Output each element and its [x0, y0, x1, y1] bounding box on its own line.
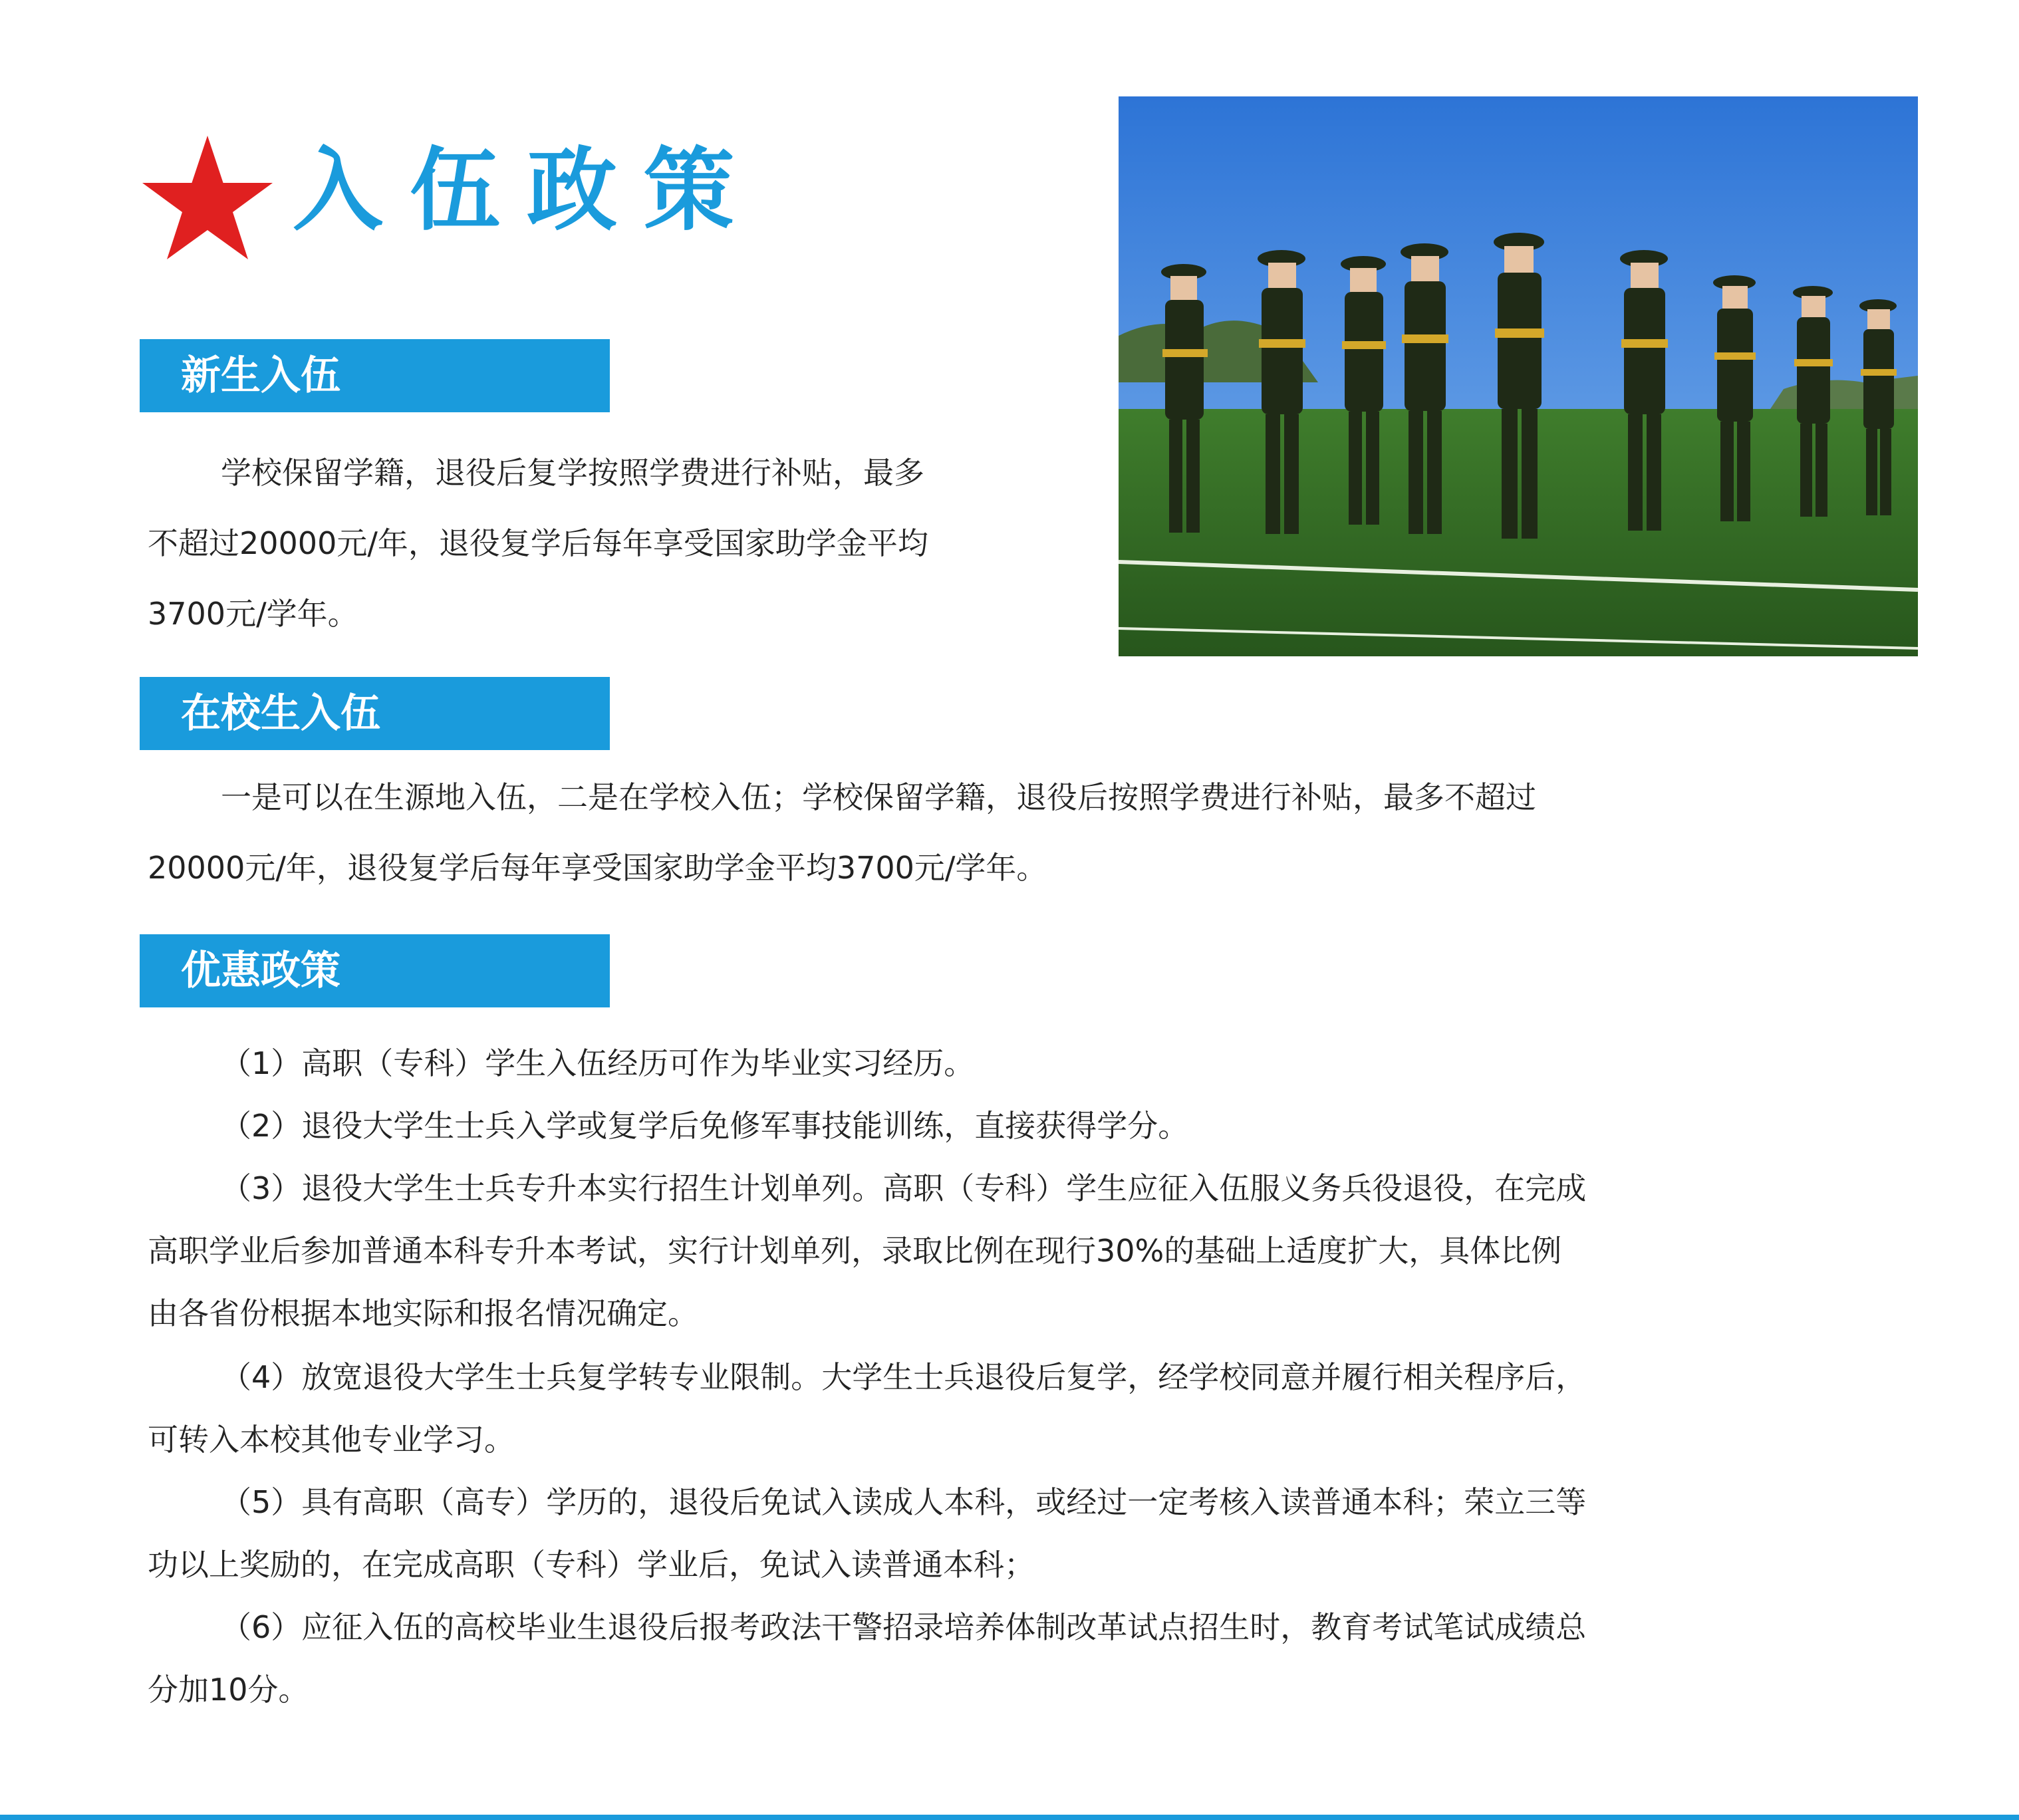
text-line: 功以上奖励的，在完成高职（专科）学业后，免试入读普通本科；	[148, 1547, 1035, 1583]
text-line: 不超过20000元/年，退役复学后每年享受国家助学金平均	[148, 525, 928, 561]
policy-item-6	[148, 1596, 1877, 1721]
section-text-current-student	[148, 762, 1536, 903]
text-line: （3）退役大学生士兵专升本实行招生计划单列。高职（专科）学生应征入伍服义务兵役退役，在完成	[221, 1170, 1587, 1206]
policy-item-3	[148, 1157, 1877, 1345]
section-heading-current-student: 在校生入伍	[140, 677, 610, 750]
policy-item-4	[148, 1346, 1877, 1471]
section-text-new-student	[148, 438, 928, 649]
text-line: 高职学业后参加普通本科专升本考试，实行计划单列，录取比例在现行30%的基础上适度扩大，具体比例	[148, 1233, 1562, 1269]
policy-item-1	[148, 1032, 1877, 1095]
red-star-icon	[141, 133, 274, 259]
text-line: 20000元/年，退役复学后每年享受国家助学金平均3700元/学年。	[148, 850, 1047, 886]
honor-guard-salute-photo	[1119, 96, 1918, 656]
section-heading-preferential-policy: 优惠政策	[140, 934, 610, 1007]
text-line: 由各省份根据本地实际和报名情况确定。	[148, 1295, 698, 1331]
section-heading-new-student: 新生入伍	[140, 339, 610, 412]
bottom-divider	[0, 1815, 2019, 1820]
text-line: （1）高职（专科）学生入伍经历可作为毕业实习经历。	[221, 1045, 975, 1081]
text-line: 学校保留学籍，退役后复学按照学费进行补贴，最多	[221, 455, 924, 491]
text-line: （2）退役大学生士兵入学或复学后免修军事技能训练，直接获得学分。	[221, 1108, 1189, 1144]
text-line: （4）放宽退役大学生士兵复学转专业限制。大学生士兵退役后复学，经学校同意并履行相关程序后，	[221, 1359, 1587, 1395]
text-line: 一是可以在生源地入伍，二是在学校入伍；学校保留学籍，退役后按照学费进行补贴，最多不超过	[221, 779, 1536, 815]
policy-item-2	[148, 1095, 1877, 1157]
text-line: 分加10分。	[148, 1672, 309, 1708]
text-line: 3700元/学年。	[148, 596, 358, 632]
text-line: （5）具有高职（高专）学历的，退役后免试入读成人本科，或经过一定考核入读普通本科；荣立三等	[221, 1484, 1587, 1520]
policy-item-5	[148, 1471, 1877, 1596]
page-title: 入伍政策	[293, 137, 761, 243]
text-line: 可转入本校其他专业学习。	[148, 1422, 515, 1458]
text-line: （6）应征入伍的高校毕业生退役后报考政法干警招录培养体制改革试点招生时，教育考试笔试成绩总	[221, 1609, 1587, 1645]
